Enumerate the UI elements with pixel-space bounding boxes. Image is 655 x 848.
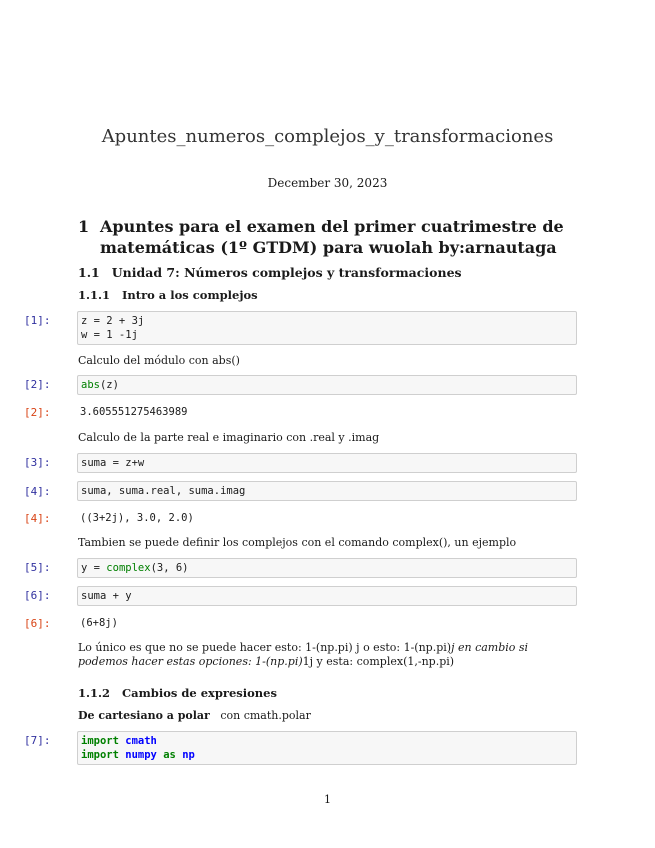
input-prompt: [3]:	[24, 456, 51, 469]
cell-output: (6+8j)	[80, 617, 118, 629]
paragraph-text: 1j y esta: complex(1,-np.pi)	[302, 655, 455, 668]
code-line: z = 2 + 3j	[81, 315, 145, 327]
input-prompt: [6]:	[24, 589, 51, 602]
section-title: Apuntes para el examen del primer cuatrimestre de matemáticas (1º GTDM) para wuolah by:arnautaga	[100, 217, 564, 257]
code-cell[interactable]	[77, 311, 577, 345]
subsubsection-title: Intro a los complejos	[122, 288, 258, 302]
subsection-heading-1-1	[78, 265, 462, 280]
input-prompt: [5]:	[24, 561, 51, 574]
markdown-paragraph	[78, 709, 578, 723]
code-cell[interactable]	[77, 375, 577, 395]
paragraph-italic: j en cambio si podemos hacer estas opciones: 1-(np.pi)	[78, 641, 529, 668]
code-cell[interactable]	[77, 731, 577, 765]
paragraph-bold: De cartesiano a polar	[78, 709, 210, 722]
document-date: December 30, 2023	[267, 176, 388, 190]
section-heading-1	[78, 216, 578, 258]
markdown-paragraph: Calculo de la parte real e imaginario con .real y .imag	[78, 431, 380, 444]
input-prompt: [7]:	[24, 734, 51, 747]
code-keyword: import	[81, 735, 119, 747]
code-cell[interactable]: suma = z+w	[77, 453, 577, 473]
subsubsection-number: 1.1.2	[78, 686, 111, 700]
subsubsection-heading-1-1-2	[78, 686, 277, 700]
output-prompt: [2]:	[24, 406, 51, 419]
code-text: y =	[81, 562, 107, 574]
cell-output: 3.605551275463989	[80, 406, 188, 418]
cell-output: ((3+2j), 3.0, 2.0)	[80, 512, 194, 524]
code-builtin: abs	[81, 379, 100, 391]
input-prompt: [1]:	[24, 314, 51, 327]
markdown-paragraph: Tambien se puede definir los complejos con el comando complex(), un ejemplo	[78, 536, 517, 549]
markdown-paragraph	[78, 641, 578, 669]
code-cell[interactable]	[77, 558, 577, 578]
page-number: 1	[324, 793, 331, 806]
paragraph-text: Lo único es que no se puede hacer esto: 1-(np.pi) j o esto: 1-(np.pi)	[78, 641, 452, 654]
subsubsection-number: 1.1.1	[78, 288, 111, 302]
input-prompt: [4]:	[24, 485, 51, 498]
output-prompt: [6]:	[24, 617, 51, 630]
output-prompt: [4]:	[24, 512, 51, 525]
subsection-number: 1.1	[78, 265, 100, 280]
input-prompt: [2]:	[24, 378, 51, 391]
subsubsection-heading-1-1-1	[78, 288, 258, 302]
paragraph-text: con cmath.polar	[220, 709, 311, 722]
code-module: numpy	[125, 749, 157, 761]
subsection-title: Unidad 7: Números complejos y transformaciones	[111, 265, 462, 280]
subsubsection-title: Cambios de expresiones	[122, 686, 277, 700]
code-module: cmath	[125, 735, 157, 747]
code-keyword: as	[163, 749, 176, 761]
markdown-paragraph: Calculo del módulo con abs()	[78, 354, 240, 367]
code-line: w = 1 -1j	[81, 329, 138, 341]
document-title: Apuntes_numeros_complejos_y_transformaciones	[101, 126, 554, 147]
code-cell[interactable]: suma + y	[77, 586, 577, 606]
code-cell[interactable]: suma, suma.real, suma.imag	[77, 481, 577, 501]
code-text: (3, 6)	[150, 562, 189, 574]
code-builtin: complex	[106, 562, 151, 574]
section-number: 1	[78, 217, 90, 236]
code-keyword: import	[81, 749, 119, 761]
code-text: (z)	[99, 379, 119, 391]
code-module: np	[182, 749, 195, 761]
